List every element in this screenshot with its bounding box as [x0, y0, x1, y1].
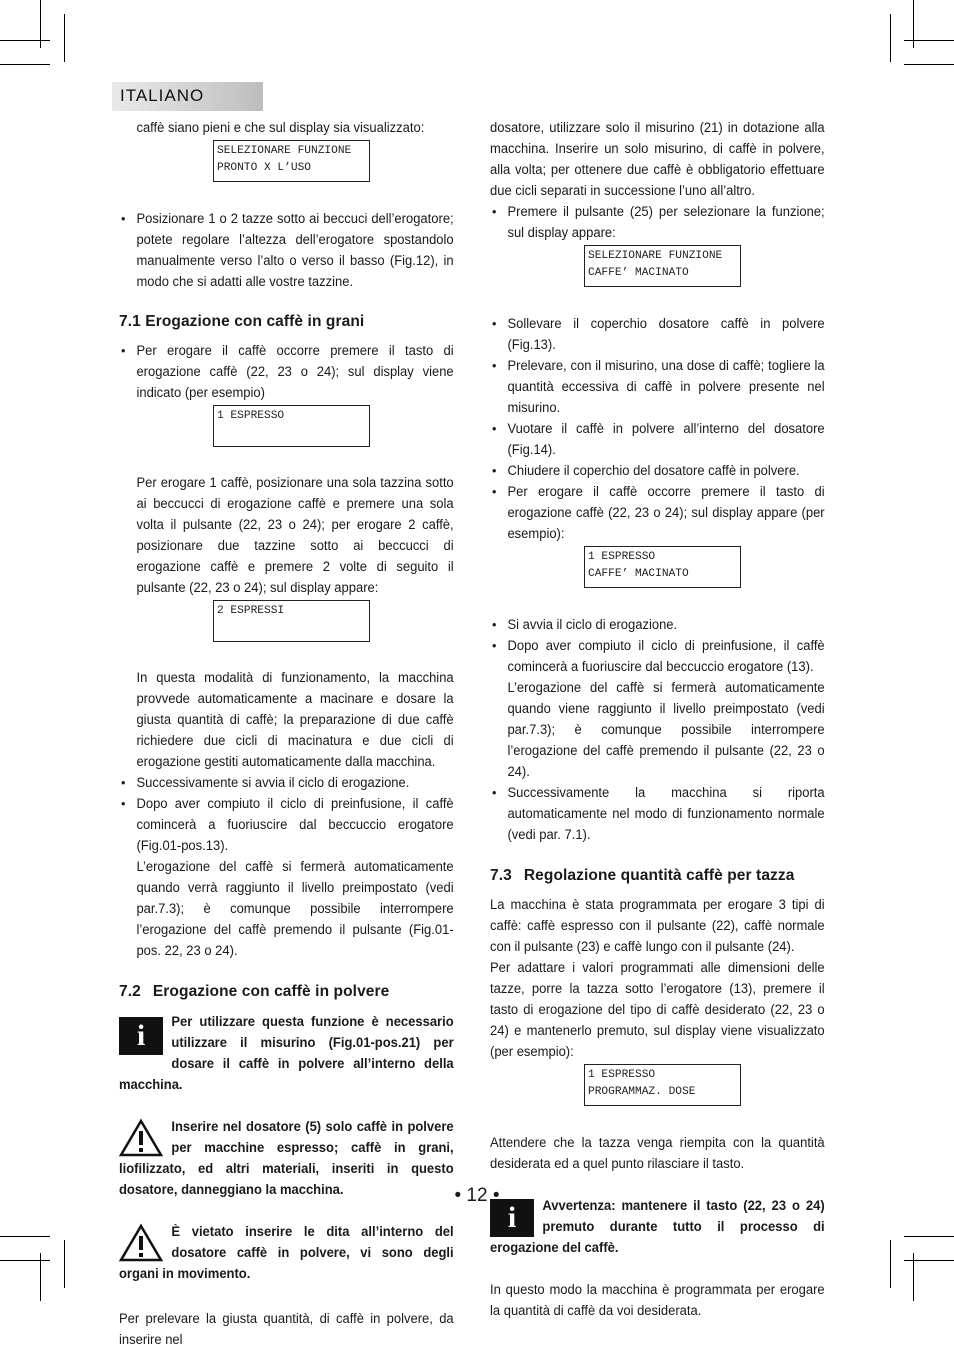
display-box — [213, 140, 370, 182]
paragraph: La macchina è stata programmata per erogare 3 tipi di caffè: caffè espresso con il pulsante (22), caffè normale con il pulsante (23) e caffè lungo con il pulsante (24). — [490, 897, 825, 954]
bullet-item: • Vuotare il caffè in polvere all’interno del dosatore (Fig.14). — [490, 418, 825, 460]
bullet-item: • Per erogare il caffè occorre premere il tasto di erogazione caffè (22, 23 o 24); sul display appare (per esempio): — [490, 481, 825, 544]
language-tab — [112, 82, 263, 111]
crop-mark — [64, 14, 65, 62]
page-number: • 12 • — [454, 1185, 500, 1206]
paragraph: Per adattare i valori programmati alle dimensioni delle tazze, porre la tazza sotto l’erogatore (13), premere il tasto di erogazione del tipo di caffè desiderato (22, 23 o 24) e mantenerlo premuto, sul display viene visualizzato (per esempio): — [490, 960, 825, 1059]
display-line: SELEZIONARE FUNZIONE — [217, 145, 352, 157]
crop-mark — [0, 64, 50, 65]
bullet-item: • Successivamente la macchina si riporta automaticamente nel modo di funzionamento normale (vedi par. 7.1). — [490, 782, 825, 845]
paragraph: L’erogazione del caffè si fermerà automaticamente quando verrà raggiunto il livello preimpostato (vedi par.7.3); è comunque possibile interrompere l’erogazione del caffè premendo il pulsante (Fig.01-pos. 22, 23 o 24). — [136, 859, 454, 958]
paragraph: Per prelevare la giusta quantità, di caffè in polvere, da inserire nel — [119, 1311, 454, 1347]
bullet-item: • Posizionare 1 o 2 tazze sotto ai beccuci dell’erogatore; potete regolare l’altezza dell’erogatore spostandolo manualmente verso l’alto o verso il basso (Fig.12), in modo che si adatti alle vostre tazzine. — [119, 208, 454, 292]
info-icon: i — [119, 1017, 163, 1055]
crop-mark — [64, 1240, 65, 1288]
bullet-item: • Per erogare il caffè occorre premere il tasto di erogazione caffè (22, 23 o 24); sul display viene indicato (per esempio) — [119, 340, 454, 403]
note-text: Inserire nel dosatore (5) solo caffè in polvere per macchine espresso; caffè in grani, liofilizzato, ed altri materiali, inseriti in questo dosatore, danneggiano la macchina. — [119, 1119, 454, 1197]
paragraph: Attendere che la tazza venga riempita con la quantità desiderata ed a quel punto rilasciare il tasto. — [490, 1135, 825, 1171]
right-column — [490, 117, 835, 1321]
section-heading-7-2 — [119, 983, 464, 1001]
display-line: SELEZIONARE FUNZIONE — [588, 250, 723, 262]
crop-mark — [904, 1260, 954, 1261]
crop-mark — [0, 40, 50, 41]
section-title: Regolazione quantità caffè per tazza — [523, 867, 795, 884]
paragraph: L’erogazione del caffè si fermerà automaticamente quando viene raggiunto il livello preimpostato (vedi par.7.3); è comunque possibile interrompere l’erogazione del caffè premendo il pulsante (22, 23 o 24). — [507, 680, 825, 779]
bullet-item: • Sollevare il coperchio dosatore caffè in polvere (Fig.13). — [490, 313, 825, 355]
crop-mark — [890, 1240, 891, 1288]
section-title: Erogazione con caffè in polvere — [152, 983, 390, 1000]
display-line: PRONTO X L’USO — [217, 162, 311, 174]
bullet-item: • Chiudere il coperchio del dosatore caffè in polvere. — [490, 460, 825, 481]
display-wrap — [119, 600, 464, 642]
display-box — [584, 546, 741, 588]
bullet-item: • Si avvia il ciclo di erogazione. — [490, 614, 825, 635]
display-line: PROGRAMMAZ. DOSE — [588, 1086, 696, 1098]
paragraph: dosatore, utilizzare solo il misurino (21) in dotazione alla macchina. Inserire un solo misurino, di caffè in polvere, alla volta; per ottenere due caffè è obbligatorio effettuare due cicli separati in successione l’uno all’altro. — [490, 120, 825, 198]
display-line: CAFFE’ MACINATO — [588, 568, 689, 580]
crop-mark — [904, 1236, 954, 1237]
warning-note — [119, 1221, 464, 1284]
note-text: Avvertenza: mantenere il tasto (22, 23 o 24) premuto durante tutto il processo di erogazione del caffè. — [490, 1198, 825, 1255]
display-wrap — [490, 245, 835, 287]
bullet-item: • Prelevare, con il misurino, una dose di caffè; togliere la quantità eccessiva di caffè in polvere presente nel misurino. — [490, 355, 825, 418]
crop-mark — [890, 14, 891, 62]
display-box — [213, 600, 370, 642]
left-column — [119, 117, 464, 1350]
display-line: 1 ESPRESSO — [588, 551, 656, 563]
paragraph: caffè siano pieni e che sul display sia visualizzato: — [136, 120, 425, 135]
crop-mark — [904, 64, 954, 65]
bullet-item: • Dopo aver compiuto il ciclo di preinfusione, il caffè comincerà a fuoriuscire dal beccuccio erogatore (Fig.01-pos.13). — [119, 793, 454, 856]
section-number: 7.2 — [119, 983, 141, 1000]
crop-mark — [904, 40, 954, 41]
bullet-item: • Premere il pulsante (25) per selezionare la funzione; sul display appare: — [490, 201, 825, 243]
crop-mark — [0, 1236, 50, 1237]
display-line: 2 ESPRESSI — [217, 605, 285, 617]
info-note — [119, 1011, 464, 1095]
language-label: ITALIANO — [120, 86, 205, 105]
display-wrap — [119, 140, 464, 182]
paragraph: In questo modo la macchina è programmata per erogare la quantità di caffè da voi desiderata. — [490, 1282, 825, 1318]
info-icon: i — [490, 1199, 534, 1237]
crop-mark — [0, 1260, 50, 1261]
paragraph: In questa modalità di funzionamento, la macchina provvede automaticamente a macinare e dosare la giusta quantità di caffè; la preparazione di due caffè richiedere due cicli di macinatura e due cicli di erogazione gestiti automaticamente dalla macchina. — [136, 670, 454, 769]
paragraph: Per erogare 1 caffè, posizionare una sola tazzina sotto ai beccucci di erogazione caffè e premere una sola volta il pulsante (22, 23 o 24); per erogare 2 caffè, posizionare due tazzine sotto ai beccucci di erogazione caffè e premere 2 volte di seguito il pulsante (22, 23 o 24); sul display appare: — [136, 475, 454, 595]
note-text: Per utilizzare questa funzione è necessario utilizzare il misurino (Fig.01-pos.21) per dosare il caffè in polvere all’interno della macchina. — [119, 1014, 454, 1092]
display-wrap — [490, 546, 835, 588]
section-number: 7.3 — [490, 867, 512, 884]
display-box — [213, 405, 370, 447]
section-heading-7-3 — [490, 867, 835, 885]
display-line: 1 ESPRESSO — [588, 1069, 656, 1081]
display-box — [584, 245, 741, 287]
bullet-item: • Successivamente si avvia il ciclo di erogazione. — [119, 772, 454, 793]
display-box — [584, 1064, 741, 1106]
display-line: 1 ESPRESSO — [217, 410, 285, 422]
note-text: È vietato inserire le dita all’interno del dosatore caffè in polvere, vi sono degli organi in movimento. — [119, 1224, 454, 1281]
display-wrap — [119, 405, 464, 447]
section-heading-7-1: 7.1 Erogazione con caffè in grani — [119, 313, 365, 330]
bullet-item: • Dopo aver compiuto il ciclo di preinfusione, il caffè comincerà a fuoriuscire dal beccuccio erogatore (13). — [490, 635, 825, 677]
display-line: CAFFE’ MACINATO — [588, 267, 689, 279]
display-wrap — [490, 1064, 835, 1106]
